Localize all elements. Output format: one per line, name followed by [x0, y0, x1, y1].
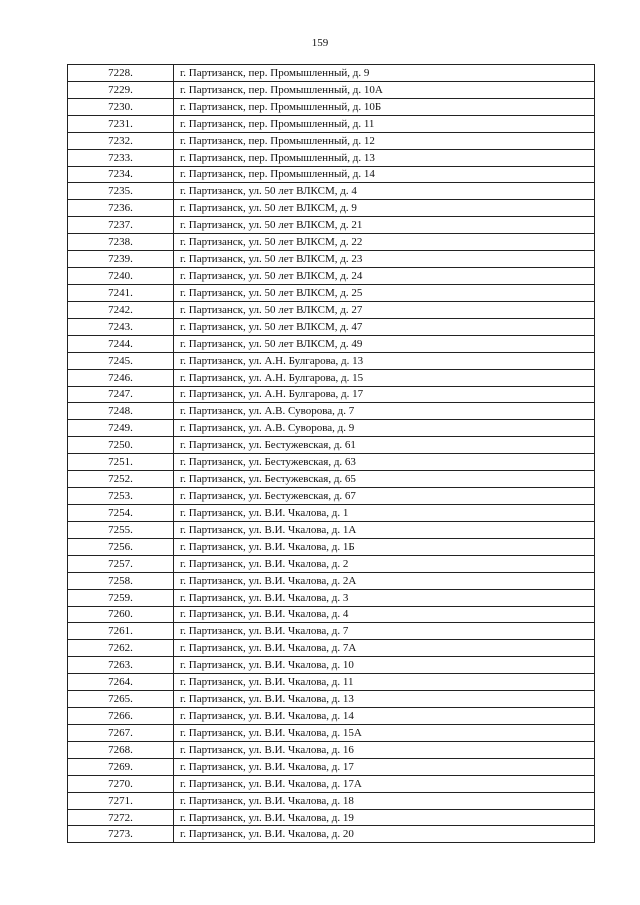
- row-number: 7262.: [68, 640, 174, 657]
- row-number: 7243.: [68, 318, 174, 335]
- table-row: [68, 301, 595, 318]
- table-row: [68, 775, 595, 792]
- row-address: г. Партизанск, ул. 50 лет ВЛКСМ, д. 9: [174, 200, 595, 217]
- table-row: [68, 555, 595, 572]
- table-row: [68, 234, 595, 251]
- row-address: г. Партизанск, ул. В.И. Чкалова, д. 1Б: [174, 538, 595, 555]
- row-address: г. Партизанск, ул. В.И. Чкалова, д. 18: [174, 792, 595, 809]
- row-address: г. Партизанск, ул. В.И. Чкалова, д. 13: [174, 691, 595, 708]
- table-row: [68, 504, 595, 521]
- row-number: 7264.: [68, 674, 174, 691]
- row-number: 7268.: [68, 741, 174, 758]
- row-number: 7231.: [68, 115, 174, 132]
- table-row: [68, 674, 595, 691]
- row-number: 7234.: [68, 166, 174, 183]
- row-address: г. Партизанск, ул. В.И. Чкалова, д. 7: [174, 623, 595, 640]
- row-address: г. Партизанск, ул. Бестужевская, д. 65: [174, 471, 595, 488]
- row-number: 7236.: [68, 200, 174, 217]
- row-number: 7253.: [68, 488, 174, 505]
- table-row: [68, 606, 595, 623]
- row-number: 7235.: [68, 183, 174, 200]
- table-row: [68, 335, 595, 352]
- row-number: 7242.: [68, 301, 174, 318]
- table-row: [68, 403, 595, 420]
- row-number: 7232.: [68, 132, 174, 149]
- row-address: г. Партизанск, ул. Бестужевская, д. 63: [174, 454, 595, 471]
- row-address: г. Партизанск, ул. В.И. Чкалова, д. 17: [174, 758, 595, 775]
- table-row: [68, 200, 595, 217]
- row-address: г. Партизанск, ул. 50 лет ВЛКСМ, д. 49: [174, 335, 595, 352]
- row-number: 7229.: [68, 81, 174, 98]
- row-number: 7238.: [68, 234, 174, 251]
- address-table-body: [68, 65, 595, 843]
- row-number: 7273.: [68, 826, 174, 843]
- table-row: [68, 437, 595, 454]
- table-row: [68, 471, 595, 488]
- row-address: г. Партизанск, ул. В.И. Чкалова, д. 7А: [174, 640, 595, 657]
- row-number: 7266.: [68, 708, 174, 725]
- table-row: [68, 538, 595, 555]
- row-address: г. Партизанск, ул. В.И. Чкалова, д. 2А: [174, 572, 595, 589]
- table-row: [68, 149, 595, 166]
- table-row: [68, 708, 595, 725]
- row-number: 7259.: [68, 589, 174, 606]
- row-address: г. Партизанск, пер. Промышленный, д. 12: [174, 132, 595, 149]
- table-row: [68, 691, 595, 708]
- row-number: 7265.: [68, 691, 174, 708]
- table-row: [68, 81, 595, 98]
- row-address: г. Партизанск, ул. В.И. Чкалова, д. 10: [174, 657, 595, 674]
- row-address: г. Партизанск, ул. 50 лет ВЛКСМ, д. 25: [174, 284, 595, 301]
- table-row: [68, 65, 595, 82]
- row-address: г. Партизанск, ул. В.И. Чкалова, д. 14: [174, 708, 595, 725]
- row-number: 7239.: [68, 251, 174, 268]
- table-row: [68, 792, 595, 809]
- row-address: г. Партизанск, ул. В.И. Чкалова, д. 20: [174, 826, 595, 843]
- row-number: 7248.: [68, 403, 174, 420]
- row-number: 7261.: [68, 623, 174, 640]
- row-address: г. Партизанск, ул. Бестужевская, д. 67: [174, 488, 595, 505]
- table-row: [68, 284, 595, 301]
- address-table: [67, 64, 595, 843]
- row-address: г. Партизанск, пер. Промышленный, д. 10А: [174, 81, 595, 98]
- table-row: [68, 369, 595, 386]
- row-address: г. Партизанск, ул. А.В. Суворова, д. 7: [174, 403, 595, 420]
- row-number: 7270.: [68, 775, 174, 792]
- row-number: 7249.: [68, 420, 174, 437]
- row-address: г. Партизанск, ул. 50 лет ВЛКСМ, д. 4: [174, 183, 595, 200]
- table-row: [68, 251, 595, 268]
- row-address: г. Партизанск, ул. В.И. Чкалова, д. 16: [174, 741, 595, 758]
- table-row: [68, 758, 595, 775]
- row-number: 7272.: [68, 809, 174, 826]
- row-number: 7233.: [68, 149, 174, 166]
- row-number: 7260.: [68, 606, 174, 623]
- row-number: 7230.: [68, 98, 174, 115]
- table-row: [68, 488, 595, 505]
- row-address: г. Партизанск, ул. В.И. Чкалова, д. 3: [174, 589, 595, 606]
- row-address: г. Партизанск, ул. 50 лет ВЛКСМ, д. 23: [174, 251, 595, 268]
- row-number: 7237.: [68, 217, 174, 234]
- table-row: [68, 166, 595, 183]
- table-row: [68, 741, 595, 758]
- table-row: [68, 98, 595, 115]
- table-row: [68, 657, 595, 674]
- row-address: г. Партизанск, ул. В.И. Чкалова, д. 1А: [174, 521, 595, 538]
- row-number: 7255.: [68, 521, 174, 538]
- row-address: г. Партизанск, ул. В.И. Чкалова, д. 15А: [174, 724, 595, 741]
- row-address: г. Партизанск, пер. Промышленный, д. 14: [174, 166, 595, 183]
- row-number: 7245.: [68, 352, 174, 369]
- table-row: [68, 623, 595, 640]
- table-row: [68, 724, 595, 741]
- row-address: г. Партизанск, ул. 50 лет ВЛКСМ, д. 22: [174, 234, 595, 251]
- row-number: 7263.: [68, 657, 174, 674]
- row-address: г. Партизанск, ул. 50 лет ВЛКСМ, д. 21: [174, 217, 595, 234]
- table-row: [68, 809, 595, 826]
- row-number: 7256.: [68, 538, 174, 555]
- row-number: 7246.: [68, 369, 174, 386]
- row-address: г. Партизанск, пер. Промышленный, д. 9: [174, 65, 595, 82]
- row-address: г. Партизанск, ул. Бестужевская, д. 61: [174, 437, 595, 454]
- row-address: г. Партизанск, ул. В.И. Чкалова, д. 1: [174, 504, 595, 521]
- row-address: г. Партизанск, ул. В.И. Чкалова, д. 11: [174, 674, 595, 691]
- table-row: [68, 589, 595, 606]
- row-number: 7257.: [68, 555, 174, 572]
- row-address: г. Партизанск, ул. 50 лет ВЛКСМ, д. 24: [174, 268, 595, 285]
- table-row: [68, 640, 595, 657]
- table-row: [68, 115, 595, 132]
- table-row: [68, 352, 595, 369]
- table-row: [68, 318, 595, 335]
- row-address: г. Партизанск, пер. Промышленный, д. 13: [174, 149, 595, 166]
- table-row: [68, 454, 595, 471]
- row-number: 7267.: [68, 724, 174, 741]
- table-row: [68, 132, 595, 149]
- table-row: [68, 521, 595, 538]
- row-address: г. Партизанск, ул. В.И. Чкалова, д. 17А: [174, 775, 595, 792]
- row-number: 7271.: [68, 792, 174, 809]
- row-address: г. Партизанск, ул. В.И. Чкалова, д. 2: [174, 555, 595, 572]
- row-number: 7254.: [68, 504, 174, 521]
- row-number: 7244.: [68, 335, 174, 352]
- row-address: г. Партизанск, ул. В.И. Чкалова, д. 4: [174, 606, 595, 623]
- row-number: 7252.: [68, 471, 174, 488]
- row-address: г. Партизанск, пер. Промышленный, д. 10Б: [174, 98, 595, 115]
- row-address: г. Партизанск, пер. Промышленный, д. 11: [174, 115, 595, 132]
- table-row: [68, 826, 595, 843]
- table-row: [68, 420, 595, 437]
- row-address: г. Партизанск, ул. А.В. Суворова, д. 9: [174, 420, 595, 437]
- table-row: [68, 217, 595, 234]
- row-address: г. Партизанск, ул. 50 лет ВЛКСМ, д. 27: [174, 301, 595, 318]
- row-number: 7258.: [68, 572, 174, 589]
- row-address: г. Партизанск, ул. А.Н. Булгарова, д. 13: [174, 352, 595, 369]
- table-row: [68, 268, 595, 285]
- row-number: 7240.: [68, 268, 174, 285]
- row-address: г. Партизанск, ул. 50 лет ВЛКСМ, д. 47: [174, 318, 595, 335]
- row-number: 7251.: [68, 454, 174, 471]
- row-number: 7241.: [68, 284, 174, 301]
- table-row: [68, 386, 595, 403]
- row-number: 7269.: [68, 758, 174, 775]
- row-address: г. Партизанск, ул. А.Н. Булгарова, д. 17: [174, 386, 595, 403]
- table-row: [68, 572, 595, 589]
- page-number: 159: [311, 37, 329, 49]
- row-address: г. Партизанск, ул. В.И. Чкалова, д. 19: [174, 809, 595, 826]
- row-number: 7250.: [68, 437, 174, 454]
- row-address: г. Партизанск, ул. А.Н. Булгарова, д. 15: [174, 369, 595, 386]
- row-number: 7228.: [68, 65, 174, 82]
- row-number: 7247.: [68, 386, 174, 403]
- table-row: [68, 183, 595, 200]
